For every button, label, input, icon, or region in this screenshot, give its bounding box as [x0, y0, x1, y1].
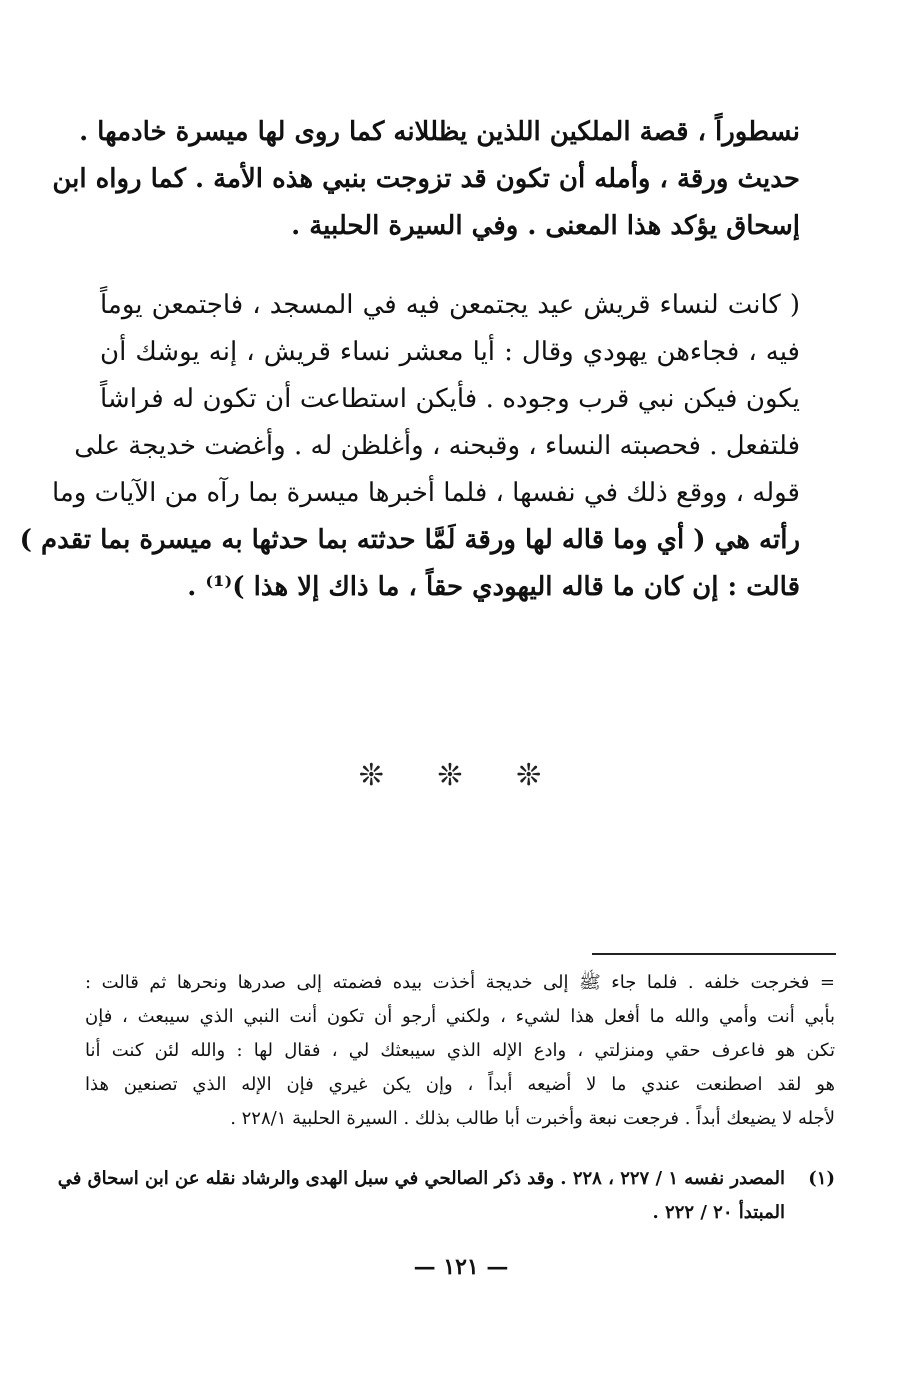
text-line: يكون فيكن نبي قرب وجوده . فأيكن استطاعت أن تكون له فراشاً — [100, 384, 800, 414]
footnote-separator — [592, 953, 836, 955]
section-divider-stars: ❊ ❊ ❊ — [358, 758, 564, 793]
page-number: — ١٢١ — — [413, 1254, 509, 1280]
footnote-1 — [57, 1162, 835, 1230]
footnote-line: المصدر نفسه ١ / ٢٢٧ ، ٢٢٨ . وقد ذكر الصالحي في سبل الهدى والرشاد نقله عن ابن اسحاق في — [57, 1168, 785, 1189]
text-line: قوله ، ووقع ذلك في نفسها ، فلما أخبرها ميسرة بما رآه من الآيات وما — [51, 478, 800, 508]
footnote-line: لأجله لا يضيعك أبداً . فرجعت نبعة وأخبرت أبا طالب بذلك . السيرة الحلبية ٢٢٨/١ . — [230, 1108, 835, 1129]
footnote-line: = فخرجت خلفه . فلما جاء ﷺ إلى خديجة أخذت بيده فضمته إلى صدرها ونحرها ثم قالت : — [85, 972, 835, 993]
footnote-line: المبتدأ ٢٠ / ٢٢٢ . — [652, 1202, 785, 1223]
text-line: قالت : إن كان ما قاله اليهودي حقاً ، ما ذاك إلا هذا )⁽¹⁾ . — [187, 572, 800, 602]
quote-paragraph — [19, 282, 800, 611]
text-line: ( كانت لنساء قريش عيد يجتمعن فيه في المسجد ، فاجتمعن يوماً — [100, 290, 800, 320]
text-line: فلتفعل . فحصبته النساء ، وقبحنه ، وأغلظن له . وأغضت خديجة على — [74, 431, 800, 461]
text-line: إسحاق يؤكد هذا المعنى . وفي السيرة الحلبية . — [291, 211, 800, 241]
footnote-number: (١) — [808, 1168, 835, 1189]
footnote-1-body — [57, 1162, 785, 1230]
footnote-line: بأبي أنت وأمي والله ما أفعل هذا لشيء ، ولكني أرجو أن تكون أنت النبي الذي سيبعث ، فإن — [85, 1006, 835, 1027]
text-line: فيه ، فجاءهن يهودي وقال : أيا معشر نساء قريش ، إنه يوشك أن — [100, 337, 800, 367]
main-paragraph — [52, 109, 800, 250]
footnote-line: تكن هو فاعرف حقي ومنزلتي ، وادع الإله الذي سيبعثك لي ، فقال لها : والله لئن كنت أنا — [85, 1040, 835, 1061]
text-line: نسطوراً ، قصة الملكين اللذين يظللانه كما روى لها ميسرة خادمها . — [79, 117, 800, 147]
footnote-line: هو لقد اصطنعت عندي ما لا أضيعه أبداً ، وإن يكن غيري فإن الإله الذي تصنعين هذا — [85, 1074, 835, 1095]
footnote-continuation — [85, 966, 835, 1136]
text-line: حديث ورقة ، وأمله أن تكون قد تزوجت بنبي هذه الأمة . كما رواه ابن — [52, 164, 800, 194]
text-line: رأته هي ( أي وما قاله لها ورقة لَمَّا حدثته بما حدثها به ميسرة بما تقدم ) — [19, 525, 800, 555]
